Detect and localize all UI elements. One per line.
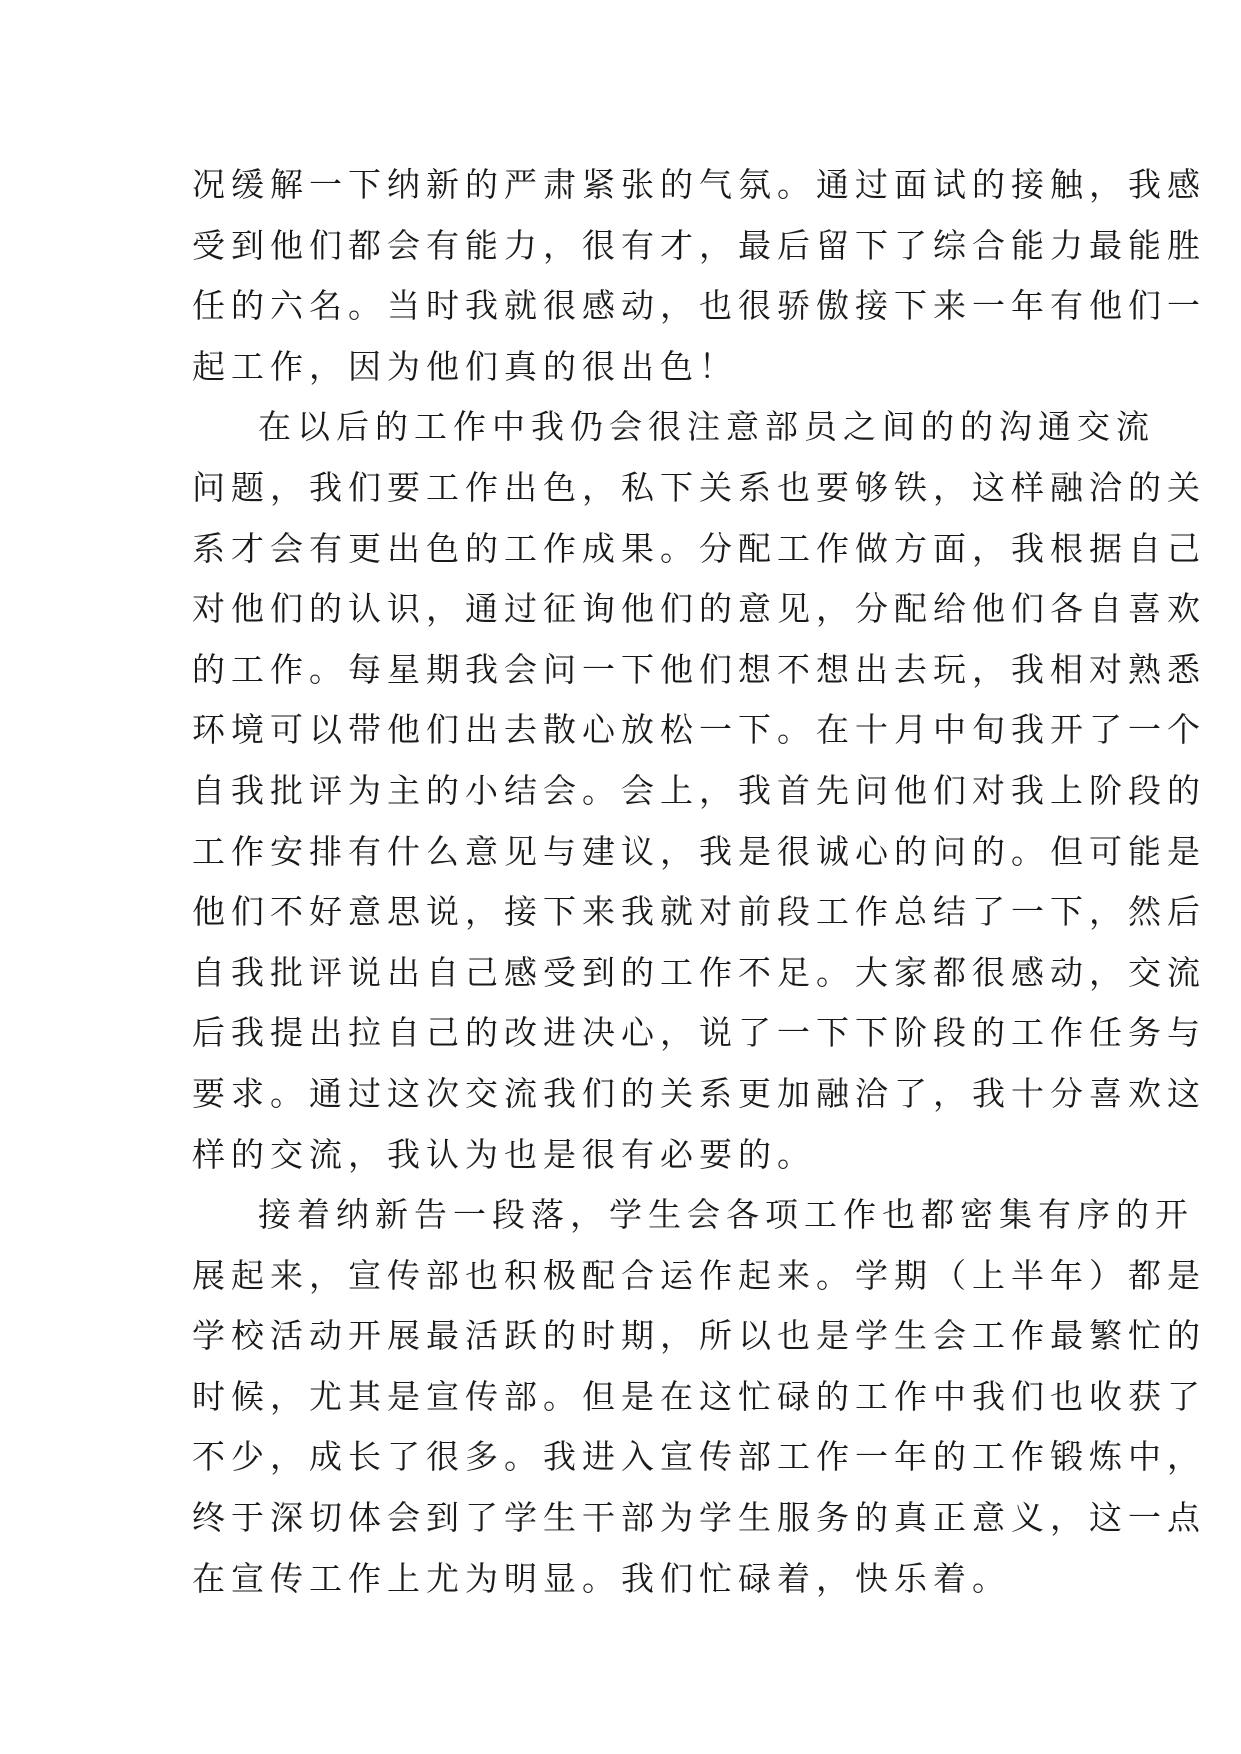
text-line: 环境可以带他们出去散心放松一下。在十月中旬我开了一个	[192, 710, 1206, 750]
text-line: 况缓解一下纳新的严肃紧张的气氛。通过面试的接触，我感	[192, 165, 1206, 204]
text-line: 在宣传工作上尤为明显。我们忙碌着，快乐着。	[192, 1558, 1011, 1598]
text-line: 时候，尤其是宣传部。但是在这忙碌的工作中我们也收获了	[192, 1376, 1206, 1416]
text-line: 工作安排有什么意见与建议，我是很诚心的问的。但可能是	[192, 831, 1206, 871]
text-line: 受到他们都会有能力，很有才，最后留下了综合能力最能胜	[192, 225, 1206, 265]
text-line: 的工作。每星期我会问一下他们想不想出去玩，我相对熟悉	[192, 649, 1206, 689]
text-line: 自我批评为主的小结会。会上，我首先问他们对我上阶段的	[192, 770, 1206, 810]
text-line: 要求。通过这次交流我们的关系更加融洽了，我十分喜欢这	[192, 1073, 1206, 1113]
text-line: 起工作，因为他们真的很出色！	[192, 346, 738, 386]
text-line: 不少，成长了很多。我进入宣传部工作一年的工作锻炼中，	[192, 1437, 1206, 1477]
text-line: 终于深切体会到了学生干部为学生服务的真正意义，这一点	[192, 1498, 1206, 1538]
text-line: 样的交流，我认为也是很有必要的。	[192, 1134, 816, 1174]
text-line: 自我批评说出自己感受到的工作不足。大家都很感动，交流	[192, 952, 1206, 992]
text-line: 学校活动开展最活跃的时期，所以也是学生会工作最繁忙的	[192, 1316, 1206, 1356]
text-line: 后我提出拉自己的改进决心，说了一下下阶段的工作任务与	[192, 1013, 1206, 1053]
text-line: 在以后的工作中我仍会很注意部员之间的的沟通交流	[258, 407, 1155, 447]
document-body	[192, 155, 1206, 1609]
text-line: 问题，我们要工作出色，私下关系也要够铁，这样融洽的关	[192, 467, 1206, 507]
text-line: 接着纳新告一段落，学生会各项工作也都密集有序的开	[258, 1195, 1194, 1235]
text-line: 他们不好意思说，接下来我就对前段工作总结了一下，然后	[192, 892, 1206, 932]
text-line: 展起来，宣传部也积极配合运作起来。学期（上半年）都是	[192, 1255, 1206, 1295]
text-line: 对他们的认识，通过征询他们的意见，分配给他们各自喜欢	[192, 589, 1206, 629]
text-line: 任的六名。当时我就很感动，也很骄傲接下来一年有他们一	[192, 286, 1206, 326]
text-line: 系才会有更出色的工作成果。分配工作做方面，我根据自己	[192, 528, 1206, 568]
